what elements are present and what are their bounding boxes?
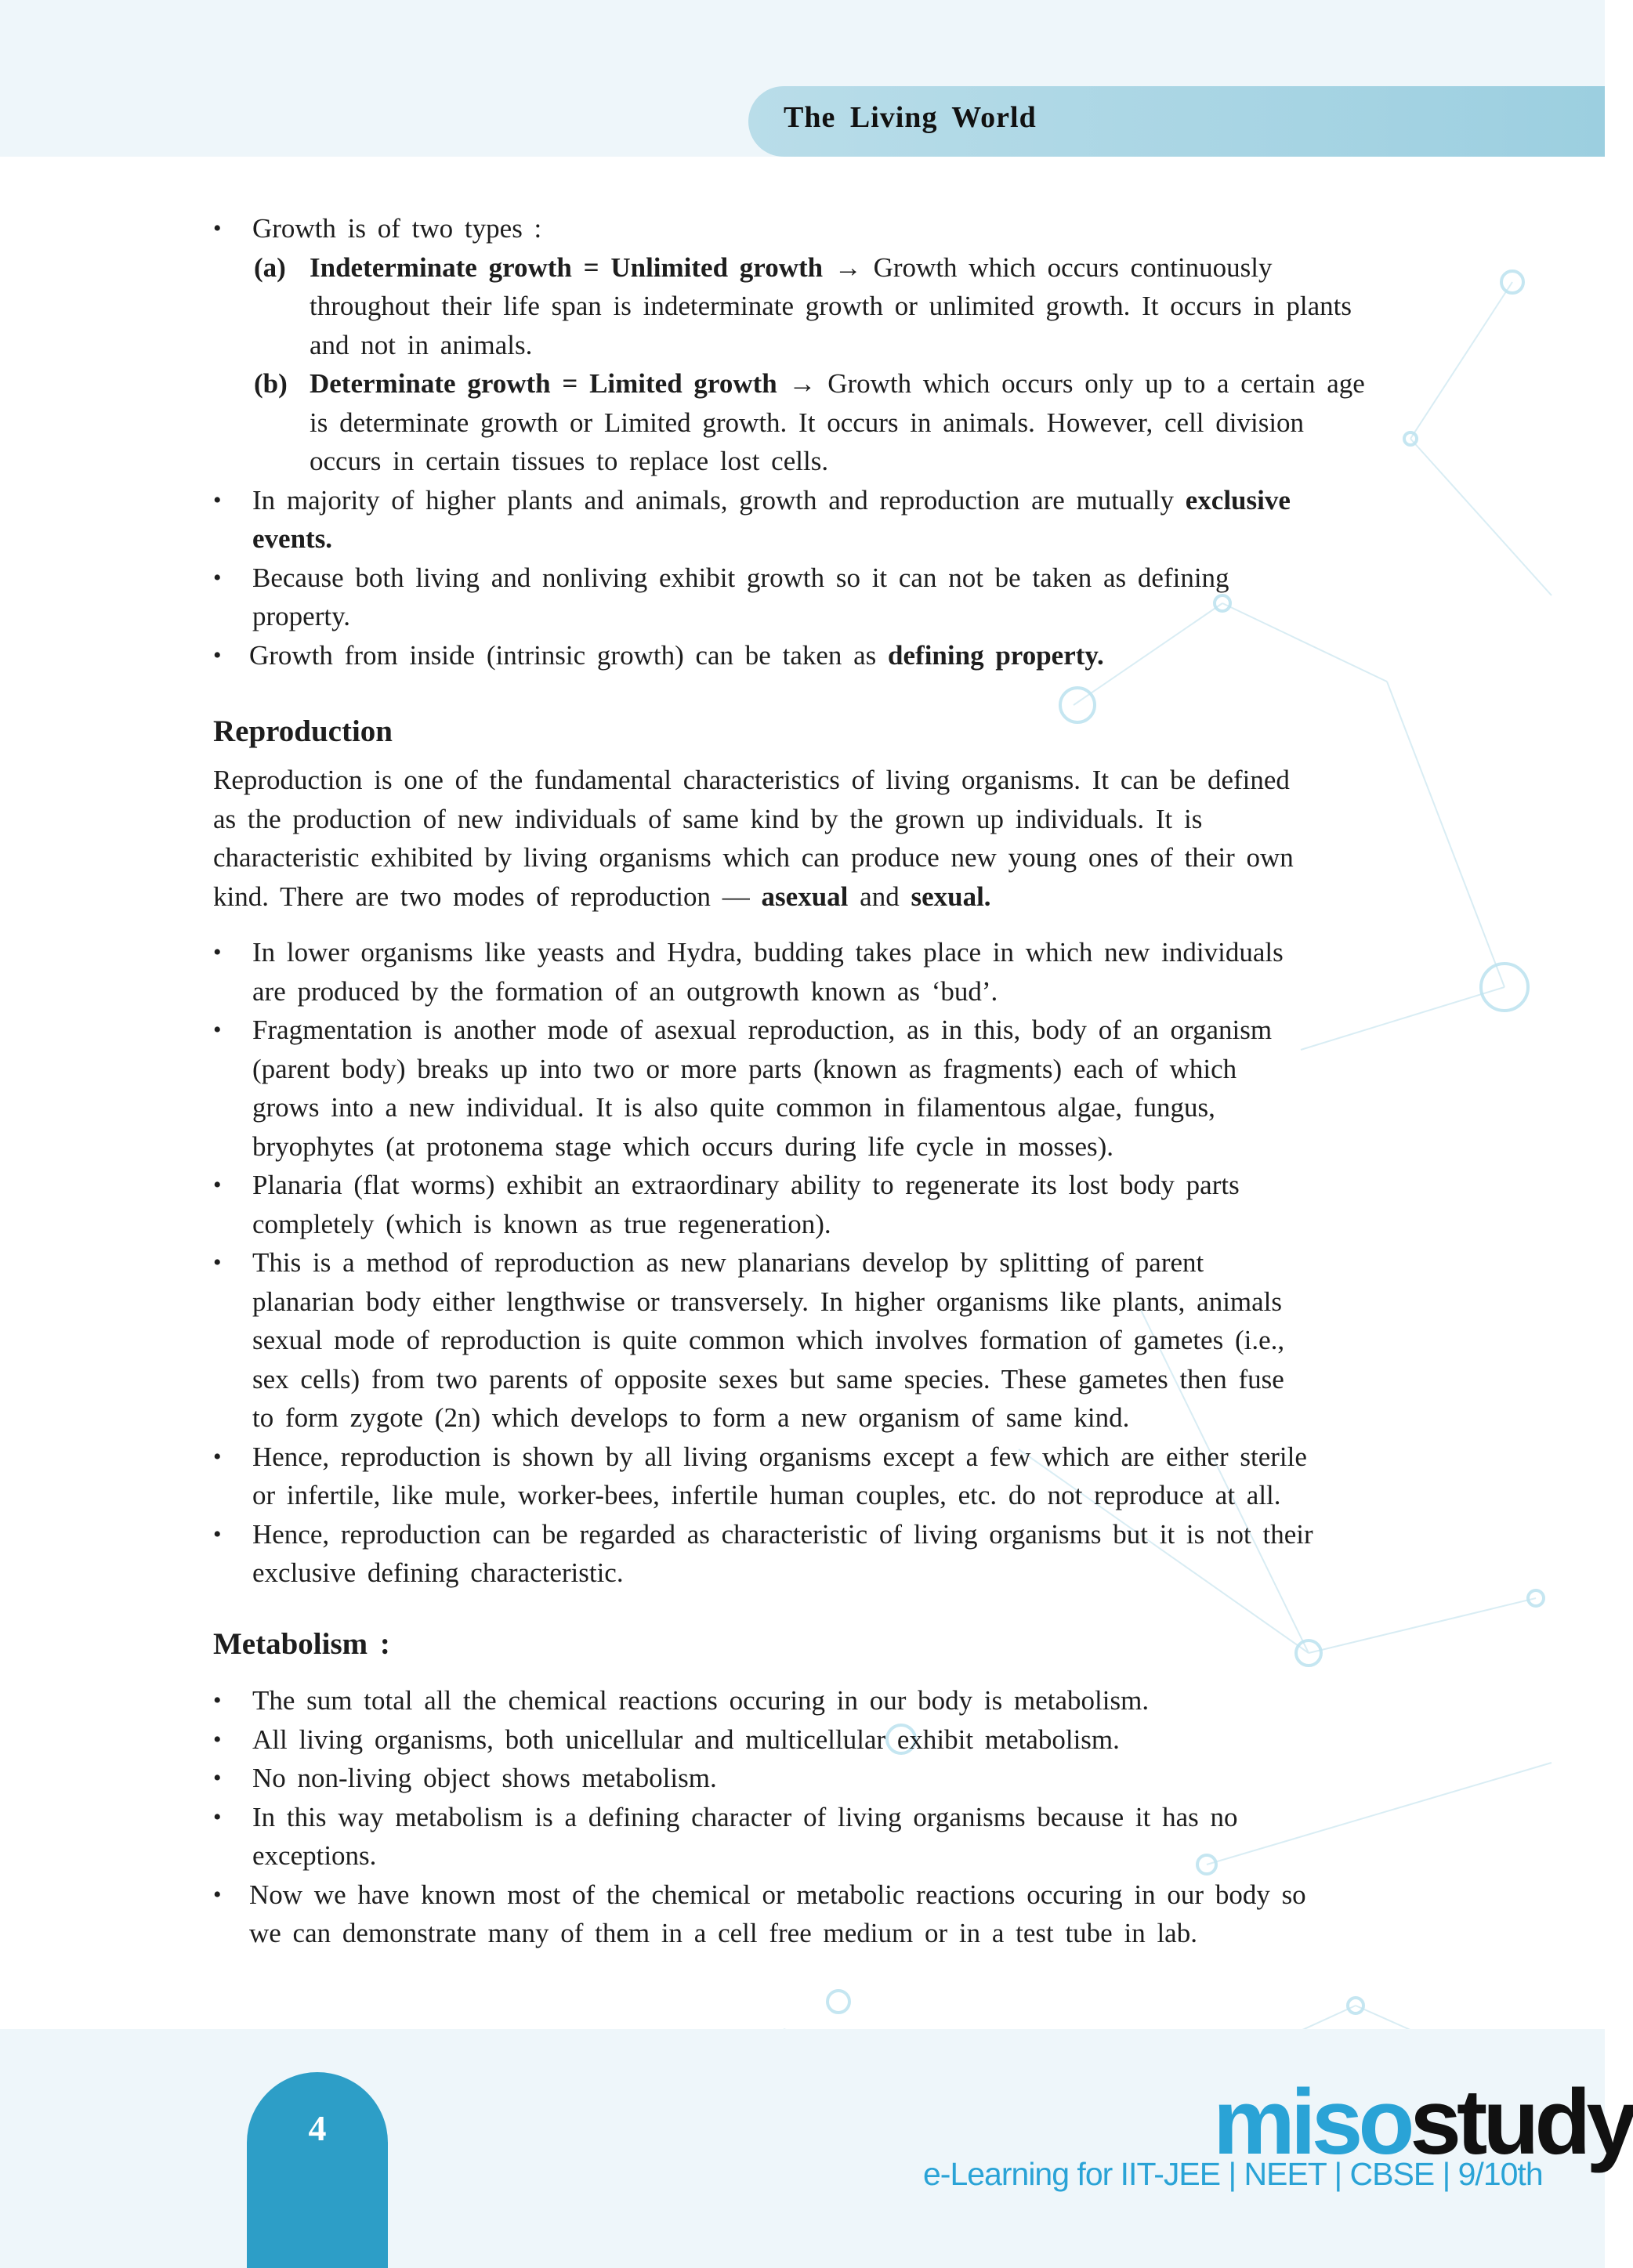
list-item: • This is a method of reproduction as new planarians develop by splitting of parent planarian body either lengthwise or transversely. In higher organisms like plants, animals sexual mode of reproduction is quite common which involves formation of gametes (i.e., sex cells) from two parents of opposite sexes but same species. These gametes then fuse to form zygote (2n) which develops to form a new organism of same kind. xyxy=(213,1243,1451,1438)
list-item: • In majority of higher plants and animals, growth and reproduction are mutually exclusive events. xyxy=(213,481,1451,559)
bullet-icon: • xyxy=(213,1803,222,1830)
list-item: • Growth is of two types : xyxy=(213,209,1451,248)
list-item: • The sum total all the chemical reactions occuring in our body is metabolism. xyxy=(213,1681,1451,1720)
list-item: • No non-living object shows metabolism. xyxy=(213,1759,1451,1798)
bullet-icon: • xyxy=(213,1687,222,1713)
list-item: • In lower organisms like yeasts and Hydra, budding takes place in which new individuals are produced by the formation of an outgrowth known as ‘bud’. xyxy=(213,933,1451,1011)
reproduction-list xyxy=(213,933,1451,1593)
growth-type-a: (a) Indeterminate growth = Unlimited growth → Growth which occurs continuously throughout their life span is indeterminate growth or unlimited growth. It occurs in plants and not in animals. xyxy=(254,251,1352,360)
list-item: • Now we have known most of the chemical or metabolic reactions occuring in our body so we can demonstrate many of them in a cell free medium or in a test tube in lab. xyxy=(213,1876,1451,1953)
list-item: • Fragmentation is another mode of asexual reproduction, as in this, body of an organism (parent body) breaks up into two or more parts (known as fragments) each of which grows into a new individual. It is also quite common in filamentous algae, fungus, bryophytes (at protonema stage which occurs during life cycle in mosses). xyxy=(213,1011,1451,1166)
bullet-icon: • xyxy=(213,564,222,591)
bullet-icon: • xyxy=(213,487,222,513)
bullet-icon: • xyxy=(213,1250,222,1275)
bullet-icon: • xyxy=(213,939,222,965)
bullet-icon: • xyxy=(213,215,222,241)
page-number: 4 xyxy=(308,2108,327,2148)
page-number-tab xyxy=(247,2072,388,2268)
metabolism-list xyxy=(213,1681,1451,1953)
logo-tagline: e-Learning for IIT-JEE | NEET | CBSE | 9/10th xyxy=(923,2156,1543,2192)
list-item: • Growth from inside (intrinsic growth) can be taken as defining property. xyxy=(213,636,1451,675)
list-item: • In this way metabolism is a defining character of living organisms because it has no exceptions. xyxy=(213,1798,1451,1876)
list-item: • All living organisms, both unicellular and multicellular exhibit metabolism. xyxy=(213,1720,1451,1760)
bullet-icon: • xyxy=(213,1521,222,1547)
list-item: • Hence, reproduction is shown by all living organisms except a few which are either sterile or infertile, like mule, worker-bees, infertile human couples, etc. do not reproduce at all. xyxy=(213,1438,1451,1515)
reproduction-intro-paragraph: Reproduction is one of the fundamental characteristics of living organisms. It can be defined as the production of new individuals of same kind by the grown up individuals. It is characteristic exhibited by living organisms which can produce new young ones of their own kind. There are two modes of reproduction — asexual and sexual. xyxy=(213,765,1294,912)
growth-types-section xyxy=(213,209,1451,675)
bullet-icon: • xyxy=(213,1765,222,1791)
reproduction-heading: Reproduction xyxy=(213,714,393,748)
bullet-icon: • xyxy=(213,642,222,668)
list-item: • Planaria (flat worms) exhibit an extraordinary ability to regenerate its lost body parts completely (which is known as true regeneration). xyxy=(213,1166,1451,1243)
misostudy-logo: misostudy xyxy=(1213,2071,1633,2174)
growth-type-b: (b) Determinate growth = Limited growth → Growth which occurs only up to a certain age is determinate growth or Limited growth. It occurs in animals. However, cell division occurs in certain tissues to replace lost cells. xyxy=(254,368,1365,476)
bullet-icon: • xyxy=(213,1172,222,1198)
list-item: • Hence, reproduction can be regarded as characteristic of living organisms but it is not their exclusive defining characteristic. xyxy=(213,1515,1451,1593)
chapter-title: The Living World xyxy=(784,101,1037,134)
bullet-icon: • xyxy=(213,1726,222,1753)
list-item: • Because both living and nonliving exhibit growth so it can not be taken as defining property. xyxy=(213,559,1451,636)
bullet-icon: • xyxy=(213,1881,222,1908)
bullet-icon: • xyxy=(213,1017,222,1043)
metabolism-heading: Metabolism : xyxy=(213,1627,390,1661)
bullet-icon: • xyxy=(213,1443,222,1470)
